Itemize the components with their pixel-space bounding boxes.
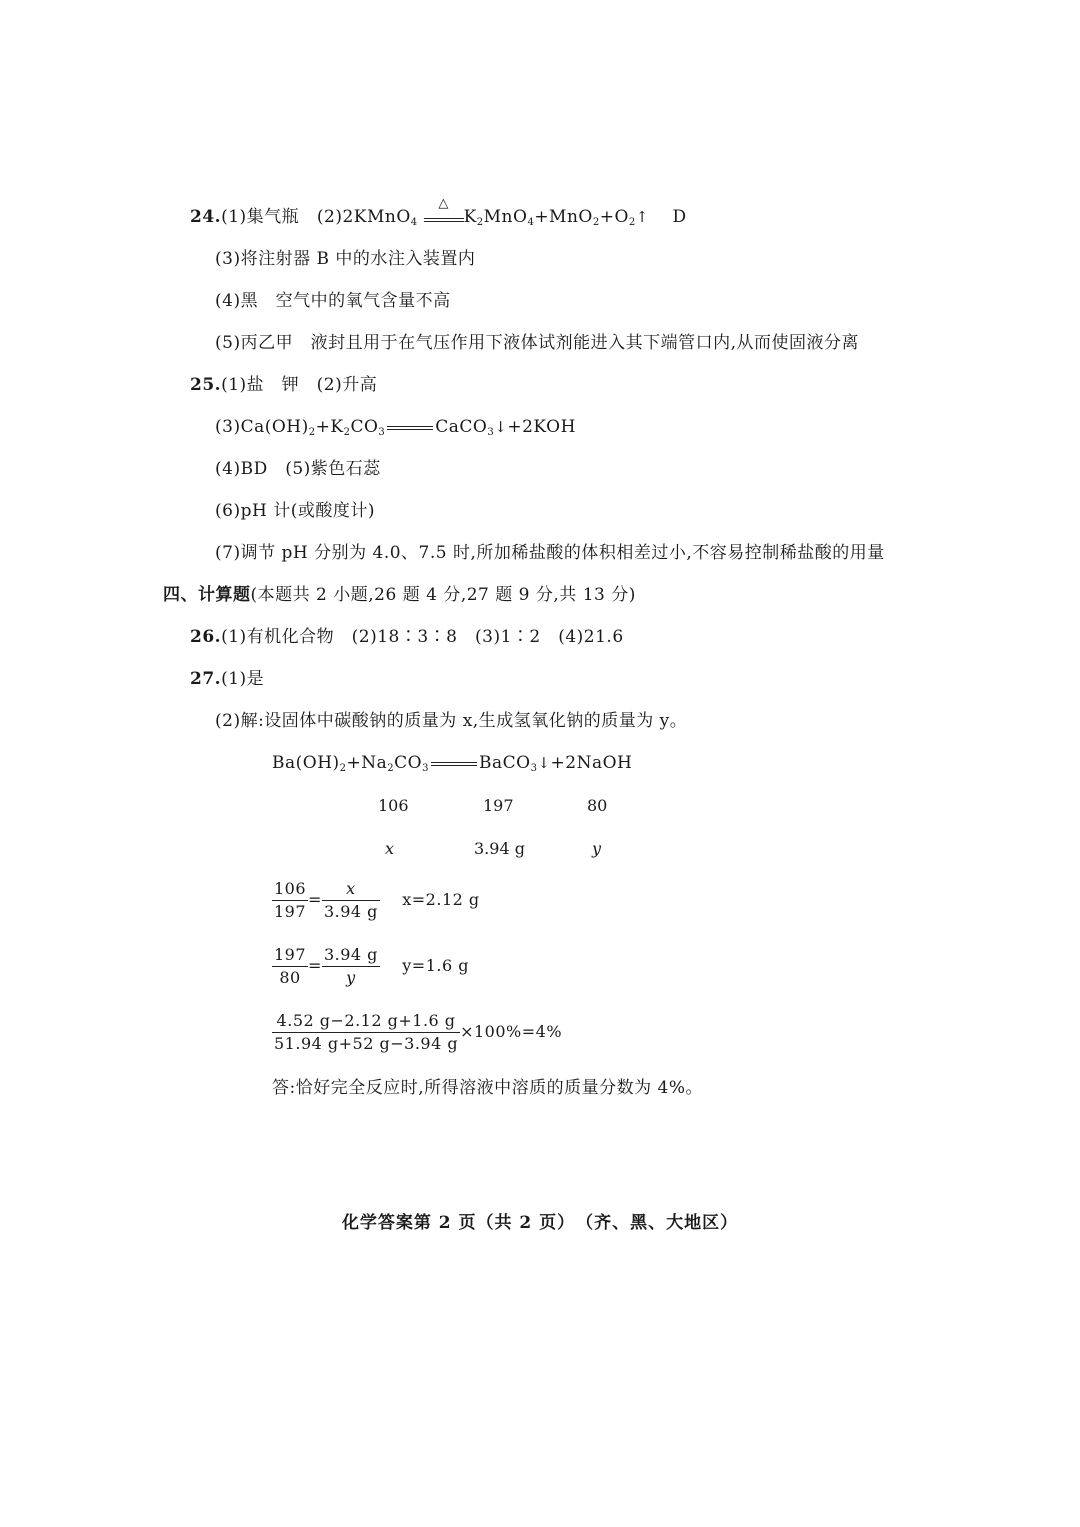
precipitate-down-arrow-icon: ↓ <box>494 418 508 436</box>
equals-sign <box>387 426 433 430</box>
q27-a1: (1)是 <box>221 669 265 689</box>
q25-a1: (1)盐 钾 (2)升高 <box>221 375 378 395</box>
result-x: x=2.12 g <box>402 890 480 909</box>
q25-a4: (4)BD (5)紫色石蕊 <box>215 459 381 479</box>
proportion-y: $\frac{197}{80}$ = $\frac{3.94 g}{y}$ y=1.6 g <box>274 945 469 987</box>
fraction-mass-ratio: $\frac{4.52 g-2.12 g+1.6 g}{51.94 g+52 g-3.94 g}$ <box>274 1011 459 1053</box>
q27-equation: $Ba(OH)_2+Na_2CO_3$ BaCO$_3$↓+2NaOH <box>272 753 633 774</box>
q24-a3: (3)将注射器 B 中的水注入装置内 <box>215 249 476 269</box>
q27-a2: (2)解:设固体中碳酸钠的质量为 x,生成氢氧化钠的质量为 y。 <box>215 711 688 731</box>
fraction-x-394: $\frac{x}{3.94 g}$ <box>323 879 378 921</box>
section4-title: 四、计算题 <box>163 585 251 605</box>
heating-equals-sign <box>424 196 464 222</box>
q24-a2-answer: D <box>672 207 687 227</box>
q24-a5: (5)丙乙甲 液封且用于在气压作用下液体试剂能进入其下端管口内,从而使固液分离 <box>215 333 859 353</box>
mass-baco3: 197 <box>483 796 514 815</box>
q27-number: 27. <box>190 669 222 689</box>
result-percent: ×100%=4% <box>460 1022 563 1041</box>
gas-up-arrow-icon: ↑ <box>635 208 649 226</box>
q25-a6: (6)pH 计(或酸度计) <box>215 501 375 521</box>
equals-sign <box>431 762 477 766</box>
proportion-x: $\frac{106}{197}$ = $\frac{x}{3.94 g}$ x=2.12 g <box>274 879 480 921</box>
q26-line <box>190 625 624 649</box>
q26-text: (1)有机化合物 (2)18∶3∶8 (3)1∶2 (4)21.6 <box>221 627 624 647</box>
fraction-197-80: $\frac{197}{80}$ <box>274 945 307 987</box>
var-y: y <box>592 839 602 858</box>
section4-note: (本题共 2 小题,26 题 4 分,27 题 9 分,共 13 分) <box>250 585 636 605</box>
q26-number: 26. <box>190 627 222 647</box>
mass-naoh: 80 <box>587 796 608 815</box>
page-footer: 化学答案第 2 页（共 2 页） （齐、黑、大地区） <box>341 1213 739 1233</box>
q25-number: 25. <box>190 375 222 395</box>
q24-a1: (1)集气瓶 <box>221 207 300 227</box>
q24-a4: (4)黑 空气中的氧气含量不高 <box>215 291 451 311</box>
mass-na2co3: 106 <box>378 796 409 815</box>
q24-a2-prefix: (2)2KMnO <box>316 207 411 227</box>
var-x: x <box>385 839 395 858</box>
q25-a3: $(3)Ca(OH)_2+K_2CO_3$ CaCO$_3$↓+2KOH <box>215 417 576 438</box>
given-mass: 3.94 g <box>474 839 525 858</box>
fraction-106-197: $\frac{106}{197}$ <box>274 879 307 921</box>
q25-line1 <box>190 373 377 397</box>
q24-line1: 24.(1)集气瓶 (2)2KMnO$_4$ △ $K_2MnO_4+MnO_2+O_2↑$ D <box>190 205 687 235</box>
precipitate-down-arrow-icon: ↓ <box>537 754 551 772</box>
heating-triangle-icon: △ <box>438 196 449 211</box>
q27-line1 <box>190 667 264 691</box>
q27-answer: 答:恰好完全反应时,所得溶液中溶质的质量分数为 4%。 <box>272 1078 704 1098</box>
section4-heading <box>163 583 636 607</box>
result-y: y=1.6 g <box>402 956 469 975</box>
mass-fraction-calc <box>272 1010 562 1055</box>
fraction-394-y: $\frac{3.94 g}{y}$ <box>323 945 378 987</box>
q24-number: 24. <box>190 207 222 227</box>
q25-a7: (7)调节 pH 分别为 4.0、7.5 时,所加稀盐酸的体积相差过小,不容易控制稀盐酸的用量 <box>215 543 885 563</box>
